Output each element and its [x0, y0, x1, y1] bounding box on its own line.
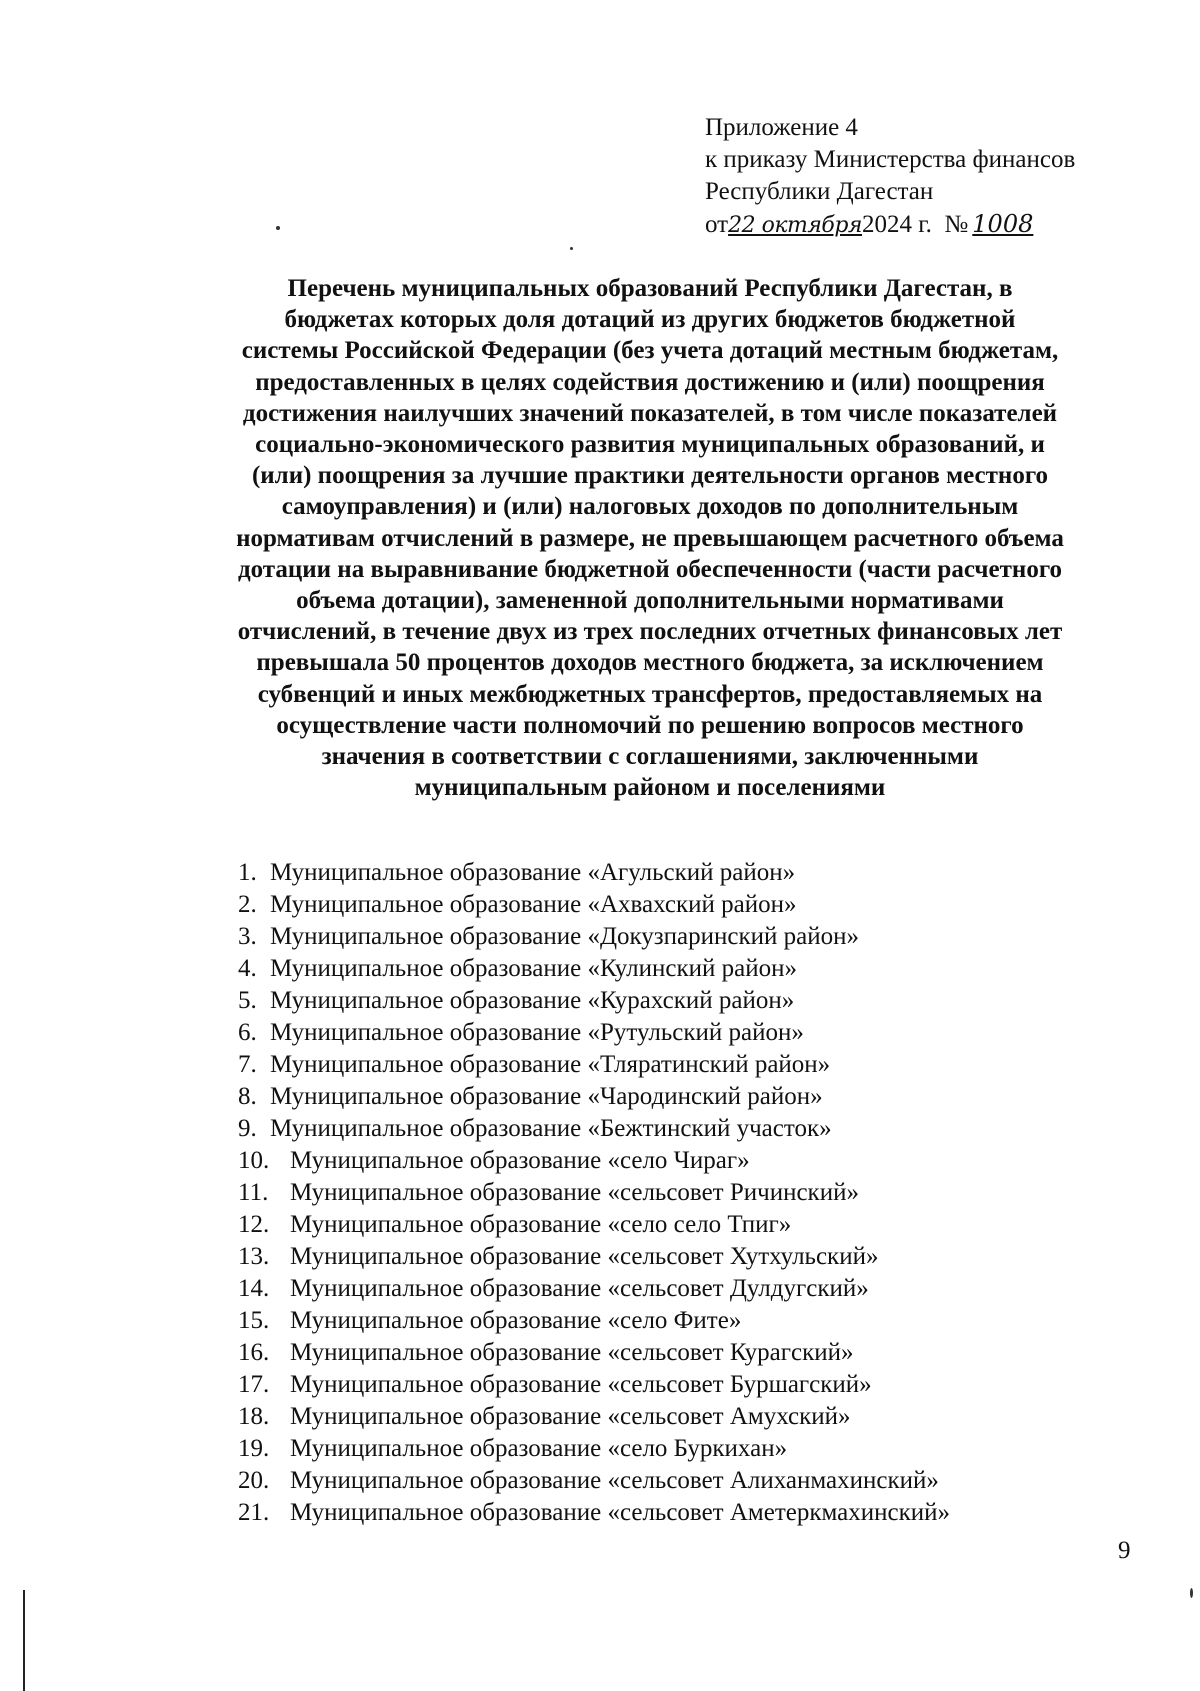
title-line: муниципальным районом и поселениями [414, 774, 886, 802]
list-item [238, 1113, 950, 1145]
title-line: отчислений, в течение двух из трех последних отчетных финансовых лет [237, 618, 1063, 646]
list-item-text: Муниципальное образование «Бежтинский участок» [270, 1115, 832, 1142]
list-item-number: 2. [238, 891, 257, 918]
list-item [238, 1337, 950, 1369]
list-item [238, 985, 950, 1017]
list-item-number: 14. [238, 1275, 270, 1302]
title-line: субвенций и иных межбюджетных трансфертов, предоставляемых на [257, 680, 1043, 708]
title-line: значения в соответствии с соглашениями, заключенными [321, 743, 979, 771]
list-item-number: 17. [238, 1371, 270, 1398]
list-item [238, 1017, 950, 1049]
list-item [238, 1081, 950, 1113]
list-item-text: Муниципальное образование «село Буркихан» [290, 1435, 788, 1462]
list-item-number: 4. [238, 955, 257, 982]
title-line: превышала 50 процентов доходов местного бюджета, за исключением [256, 649, 1044, 677]
handwritten-date: 22 октября [728, 213, 862, 238]
list-item [238, 1209, 950, 1241]
title-line: объема дотации), замененной дополнительными нормативами [296, 587, 1004, 615]
appendix-header [705, 112, 1075, 242]
title-line: социально-экономического развития муниципальных образований, и [255, 431, 1045, 459]
list-item-text: Муниципальное образование «сельсовет Курагский» [290, 1339, 854, 1366]
list-item-number: 12. [238, 1211, 270, 1238]
list-item [238, 1049, 950, 1081]
list-item-number: 20. [238, 1467, 270, 1494]
list-item [238, 1369, 950, 1401]
list-item-text: Муниципальное образование «Докузпаринский район» [270, 923, 860, 950]
list-item-number: 18. [238, 1403, 270, 1430]
title-line: системы Российской Федерации (без учета дотаций местным бюджетам, [241, 337, 1059, 365]
title-line: предоставленных в целях содействия достижению и (или) поощрения [255, 368, 1045, 396]
list-item-text: Муниципальное образование «Ахвахский район» [270, 891, 797, 918]
list-item-number: 13. [238, 1243, 270, 1270]
list-item-text: Муниципальное образование «Курахский район» [270, 987, 795, 1014]
title-line: достижения наилучших значений показателей, в том числе показателей [242, 399, 1058, 427]
title-line: дотации на выравнивание бюджетной обеспеченности (части расчетного [237, 555, 1063, 583]
municipality-list [238, 857, 950, 1529]
list-item-text: Муниципальное образование «Рутульский район» [270, 1019, 804, 1046]
list-item-text: Муниципальное образование «сельсовет Ричинский» [290, 1179, 859, 1206]
list-item-text: Муниципальное образование «Агульский район» [270, 859, 796, 886]
list-item-number: 7. [238, 1051, 257, 1078]
date-year: 2024 г. [861, 211, 932, 238]
title-line: нормативам отчислений в размере, не превышающем расчетного объема [236, 524, 1064, 552]
list-item-number: 10. [238, 1147, 270, 1174]
list-item-text: Муниципальное образование «село Чираг» [290, 1147, 750, 1174]
title-line: Перечень муниципальных образований Республики Дагестан, в [287, 275, 1013, 302]
list-item-number: 6. [238, 1019, 257, 1046]
list-item-text: Муниципальное образование «сельсовет Аметеркмахинский» [290, 1499, 950, 1526]
list-item-number: 9. [238, 1115, 257, 1142]
list-item-text: Муниципальное образование «село Фите» [290, 1307, 742, 1334]
scan-speck [276, 226, 280, 230]
list-item-number: 19. [238, 1435, 270, 1462]
document-title [160, 273, 1140, 803]
list-item-number: 16. [238, 1339, 270, 1366]
list-item [238, 857, 950, 889]
list-item-text: Муниципальное образование «сельсовет Амухский» [290, 1403, 851, 1430]
list-item [238, 1497, 950, 1529]
list-item [238, 889, 950, 921]
list-item-number: 1. [238, 859, 257, 886]
list-item [238, 953, 950, 985]
list-item-number: 3. [238, 923, 257, 950]
list-item-text: Муниципальное образование «сельсовет Алиханмахинский» [290, 1467, 939, 1494]
list-item-text: Муниципальное образование «сельсовет Буршагский» [290, 1371, 872, 1398]
order-reference: к приказу Министерства финансов [705, 146, 1076, 173]
list-item [238, 1305, 950, 1337]
list-item [238, 1465, 950, 1497]
order-date-number [705, 208, 1075, 242]
title-line: (или) поощрения за лучшие практики деятельности органов местного [251, 462, 1049, 490]
handwritten-order-number: 1008 [972, 210, 1034, 238]
scan-speck [570, 247, 573, 250]
list-item-number: 11. [238, 1179, 269, 1206]
list-item-text: Муниципальное образование «село село Тпиг» [290, 1211, 792, 1238]
list-item [238, 1241, 950, 1273]
appendix-label: Приложение 4 [705, 114, 858, 141]
number-label: № [944, 211, 969, 238]
scan-speck [1190, 1588, 1193, 1598]
title-line: осуществление части полномочий по решению вопросов местного [276, 711, 1024, 739]
title-line: самоуправления) и (или) налоговых доходов по дополнительным [281, 493, 1019, 521]
page-number: 9 [1118, 1537, 1131, 1564]
list-item-number: 5. [238, 987, 257, 1014]
list-item [238, 1433, 950, 1465]
list-item-text: Муниципальное образование «сельсовет Хутхульский» [290, 1243, 879, 1270]
list-item-text: Муниципальное образование «сельсовет Дулдугский» [290, 1275, 869, 1302]
list-item-number: 8. [238, 1083, 257, 1110]
title-line: бюджетах которых доля дотаций из других бюджетов бюджетной [284, 306, 1016, 334]
list-item-text: Муниципальное образование «Кулинский район» [270, 955, 797, 982]
list-item [238, 1401, 950, 1433]
list-item-text: Муниципальное образование «Тляратинский район» [270, 1051, 831, 1078]
list-item-text: Муниципальное образование «Чародинский район» [270, 1083, 823, 1110]
list-item [238, 921, 950, 953]
scan-margin-line [23, 1590, 25, 1691]
list-item-number: 15. [238, 1307, 270, 1334]
list-item [238, 1273, 950, 1305]
list-item-number: 21. [238, 1499, 270, 1526]
list-item [238, 1177, 950, 1209]
date-prefix: от [705, 211, 729, 238]
ministry-region: Республики Дагестан [705, 178, 934, 205]
list-item [238, 1145, 950, 1177]
